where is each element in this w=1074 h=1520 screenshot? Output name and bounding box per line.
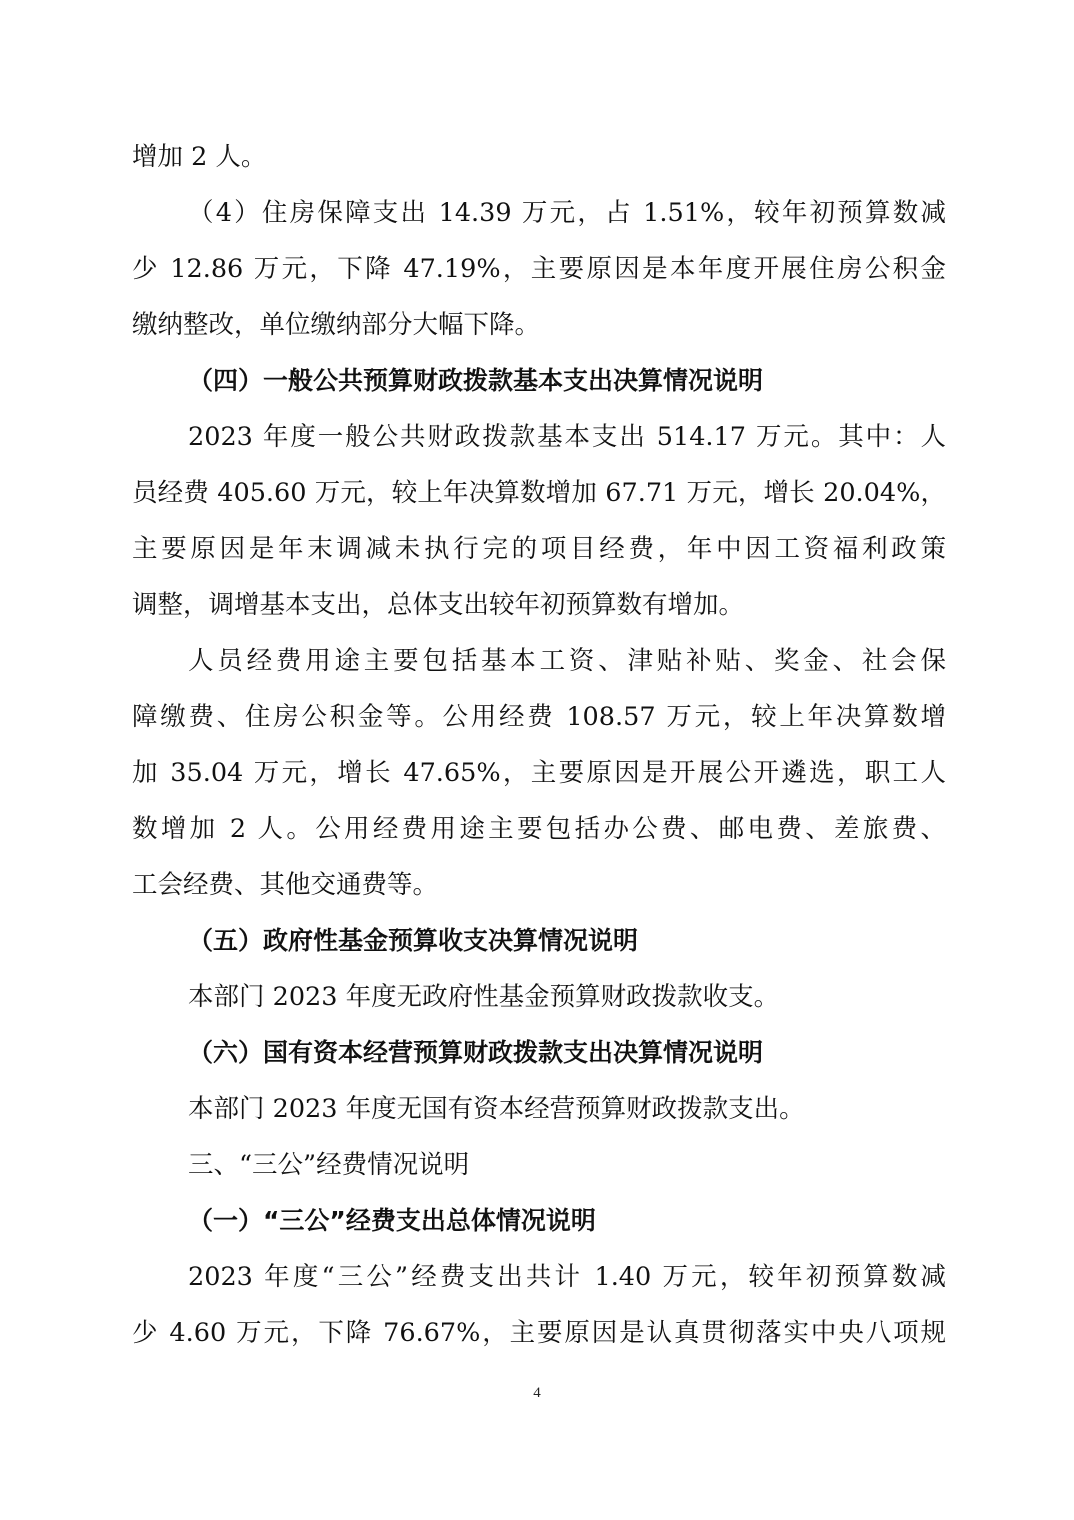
body-text-line: 少 4.60 万元，下降 76.67%，主要原因是认真贯彻落实中央八项规 <box>132 1318 946 1348</box>
section-heading-1: （一）“三公”经费支出总体情况说明 <box>188 1206 596 1235</box>
page-number: 4 <box>533 1385 541 1401</box>
body-text-line: 2023 年度“三公”经费支出共计 1.40 万元，较年初预算数减 <box>188 1262 946 1292</box>
body-text-line: 障缴费、住房公积金等。公用经费 108.57 万元，较上年决算数增 <box>132 702 946 732</box>
body-text-line: 工会经费、其他交通费等。 <box>132 870 439 900</box>
body-text-line: 本部门 2023 年度无政府性基金预算财政拨款收支。 <box>188 982 780 1012</box>
section-heading-6: （六）国有资本经营预算财政拨款支出决算情况说明 <box>188 1038 764 1067</box>
body-text-line: 加 35.04 万元，增长 47.65%，主要原因是开展公开遴选，职工人 <box>132 758 946 788</box>
body-text-line: （4）住房保障支出 14.39 万元，占 1.51%，较年初预算数减 <box>188 198 946 228</box>
body-text-line: 2023 年度一般公共财政拨款基本支出 514.17 万元。其中：人 <box>188 422 946 452</box>
body-text-line: 少 12.86 万元，下降 47.19%，主要原因是本年度开展住房公积金 <box>132 254 946 284</box>
body-text-line: 员经费 405.60 万元，较上年决算数增加 67.71 万元，增长 20.04%， <box>132 478 946 508</box>
body-text-line: 调整，调增基本支出，总体支出较年初预算数有增加。 <box>132 590 745 620</box>
chapter-heading: 三、“三公”经费情况说明 <box>188 1150 470 1180</box>
section-heading-5: （五）政府性基金预算收支决算情况说明 <box>188 926 639 955</box>
body-text-line: 人员经费用途主要包括基本工资、津贴补贴、奖金、社会保 <box>188 646 946 676</box>
body-text-line: 数增加 2 人。公用经费用途主要包括办公费、邮电费、差旅费、 <box>132 814 946 844</box>
section-heading-4: （四）一般公共预算财政拨款基本支出决算情况说明 <box>188 366 764 395</box>
body-text-line: 主要原因是年末调减未执行完的项目经费，年中因工资福利政策 <box>132 534 946 564</box>
body-text-line: 缴纳整改，单位缴纳部分大幅下降。 <box>132 310 541 340</box>
body-text-line: 本部门 2023 年度无国有资本经营预算财政拨款支出。 <box>188 1094 805 1124</box>
body-text-line: 增加 2 人。 <box>132 142 267 172</box>
